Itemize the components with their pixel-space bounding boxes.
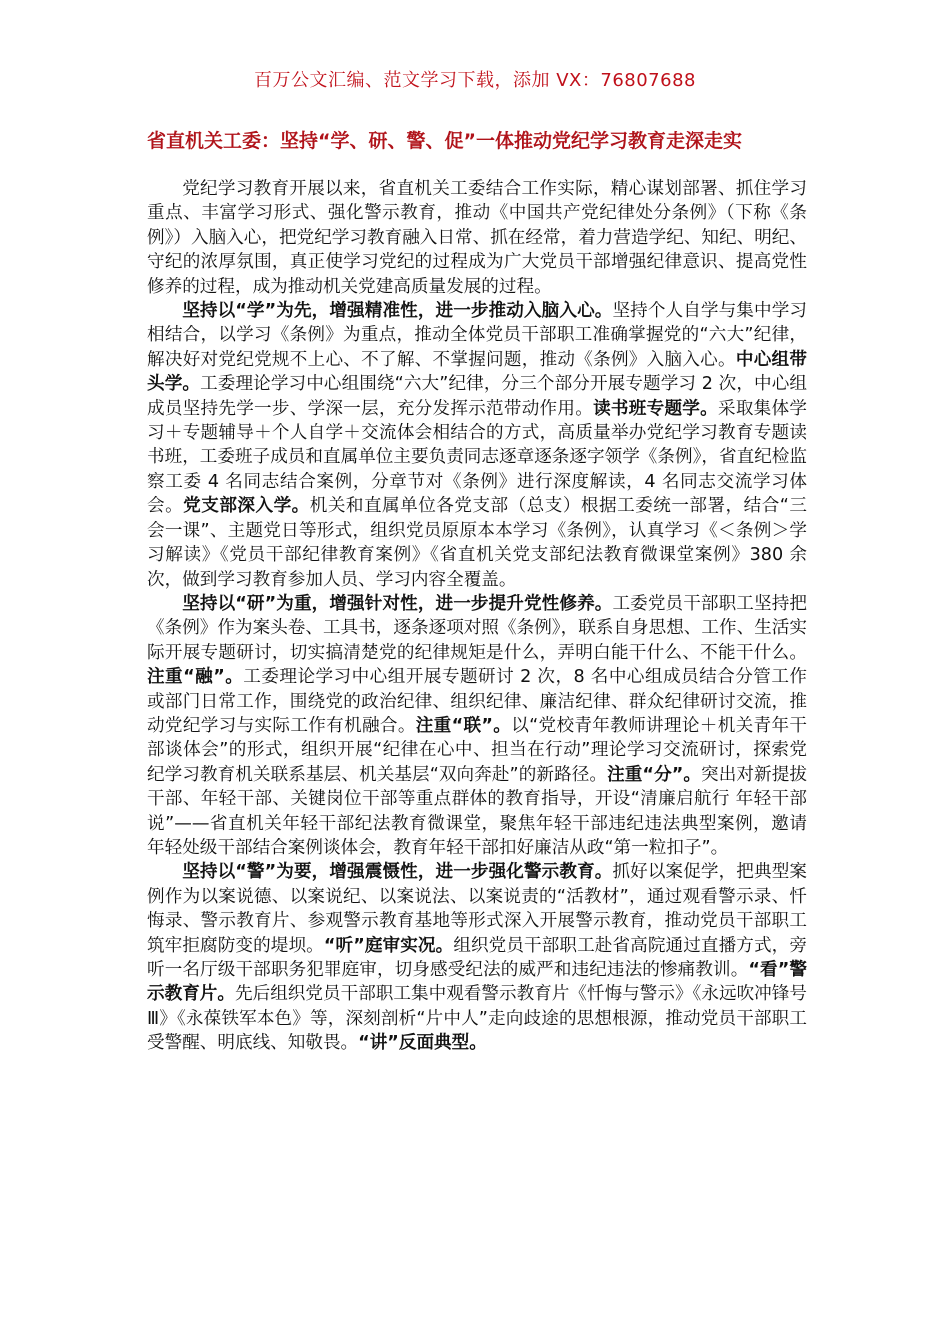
paragraph-research — [147, 592, 807, 860]
paragraph-study-text-3: 采取集体学习＋专题辅导＋个人自学＋交流体会相结合的方式，高质量举办党纪学习教育专题读书班，工委班子成员和直属单位主要负责同志逐章逐条逐字领学《条例》，省直纪检监察工委 4 名同志结合案例，分章节对《条例》进行深度解读，4 名同志交流学习体会。 — [147, 398, 807, 517]
article-title: 省直机关工委：坚持“学、研、警、促”一体推动党纪学习教育走深走实 — [147, 130, 742, 152]
paragraph-warning-text-2: 组织党员干部职工赴省高院通过直播方式，旁听一名厅级干部职务犯罪庭审，切身感受纪法的威严和违纪违法的惨痛教训。 — [147, 935, 807, 980]
paragraph-study-lead: 坚持以“学”为先，增强精准性，进一步推动入脑入心。 — [182, 301, 613, 322]
paragraph-warning-text-3: 先后组织党员干部职工集中观看警示教育片《忏悔与警示》《永远吹冲锋号Ⅲ》《永葆铁军本色》等，深刻剖析“片中人”走向歧途的思想根源，推动党员干部职工受警醒、明底线、知敬畏。 — [147, 984, 807, 1054]
paragraph-study-text-4: 机关和直属单位各党支部（总支）根据工委统一部署，结合“三会一课”、主题党日等形式，组织党员原原本本学习《条例》，认真学习《＜条例＞学习解读》《党员干部纪律教育案例》《省直机关党支部纪法教育微课堂案例》380 余次，做到学习教育参加人员、学习内容全覆盖。 — [147, 496, 807, 590]
paragraph-warning-heading-2: “看”警示教育片。 — [147, 960, 807, 1005]
paragraph-study — [147, 299, 807, 592]
paragraph-study-heading-3: 党支部深入学。 — [183, 496, 310, 517]
paragraph-research-lead: 坚持以“研”为重，增强针对性，进一步提升党性修养。 — [182, 593, 613, 614]
paragraph-warning-heading-1: “听”庭审实况。 — [323, 935, 454, 956]
paragraph-study-text-2: 工委理论学习中心组围绕“六大”纪律，分三个部分开展专题学习 2 次，中心组成员坚持先学一步、学深一层，充分发挥示范带动作用。 — [147, 374, 807, 419]
paragraph-research-text-1: 工委党员干部职工坚持把《条例》作为案头卷、工具书，逐条逐项对照《条例》，联系自身思想、工作、生活实际开展专题研讨，切实搞清楚党的纪律规矩是什么，弄明白能干什么、不能干什么。 — [147, 593, 807, 663]
article-body — [147, 177, 807, 1056]
paragraph-warning — [147, 860, 807, 1055]
paragraph-warning-lead: 坚持以“警”为要，增强震慑性，进一步强化警示教育。 — [182, 862, 613, 883]
paragraph-research-heading-3: 注重“分”。 — [607, 764, 702, 785]
paragraph-study-heading-2: 读书班专题学。 — [593, 398, 718, 419]
paragraph-research-heading-1: 注重“融”。 — [147, 667, 244, 688]
paragraph-research-text-3: 以“党校青年教师讲理论＋机关青年干部谈体会”的形式，组织开展“纪律在心中、担当在行动”理论学习交流研讨，探索党纪学习教育机关联系基层、机关基层“双向奔赴”的新路径。 — [147, 715, 807, 785]
paragraph-warning-text-1: 抓好以案促学，把典型案例作为以案说德、以案说纪、以案说法、以案说责的“活教材”，通过观看警示录、忏悔录、警示教育片、参观警示教育基地等形式深入开展警示教育，推动党员干部职工筑牢拒腐防变的堤坝。 — [147, 862, 807, 956]
paragraph-research-text-4: 突出对新提拔干部、年轻干部、关键岗位干部等重点群体的教育指导，开设“清廉启航行 年轻干部说”——省直机关年轻干部纪法教育微课堂，聚焦年轻干部违纪违法典型案例，邀请年轻处级干部结合案例谈体会，教育年轻干部扣好廉洁从政“第一粒扣子”。 — [147, 764, 807, 858]
paragraph-study-text-1: 坚持个人自学与集中学习相结合，以学习《条例》为重点，推动全体党员干部职工准确掌握党的“六大”纪律，解决好对党纪党规不上心、不了解、不掌握问题，推动《条例》入脑入心。 — [147, 301, 807, 370]
paragraph-study-heading-1: 中心组带头学。 — [147, 349, 807, 395]
paragraph-research-text-2: 工委理论学习中心组开展专题研讨 2 次，8 名中心组成员结合分管工作或部门日常工作，围绕党的政治纪律、组织纪律、廉洁纪律、群众纪律研讨交流，推动党纪学习与实际工作有机融合。 — [147, 667, 807, 736]
paragraph-warning-heading-3: “讲”反面典型。 — [358, 1033, 487, 1054]
paragraph-research-heading-2: 注重“联”。 — [415, 715, 512, 736]
header-banner: 百万公文汇编、范文学习下载，添加 VX：76807688 — [254, 70, 696, 91]
intro-paragraph: 党纪学习教育开展以来，省直机关工委结合工作实际，精心谋划部署、抓住学习重点、丰富学习形式、强化警示教育，推动《中国共产党纪律处分条例》（下称《条例》）入脑入心，把党纪学习教育融入日常、抓在经常，着力营造学纪、知纪、明纪、守纪的浓厚氛围，真正使学习党纪的过程成为广大党员干部增强纪律意识、提高党性修养的过程，成为推动机关党建高质量发展的过程。 — [147, 179, 807, 297]
